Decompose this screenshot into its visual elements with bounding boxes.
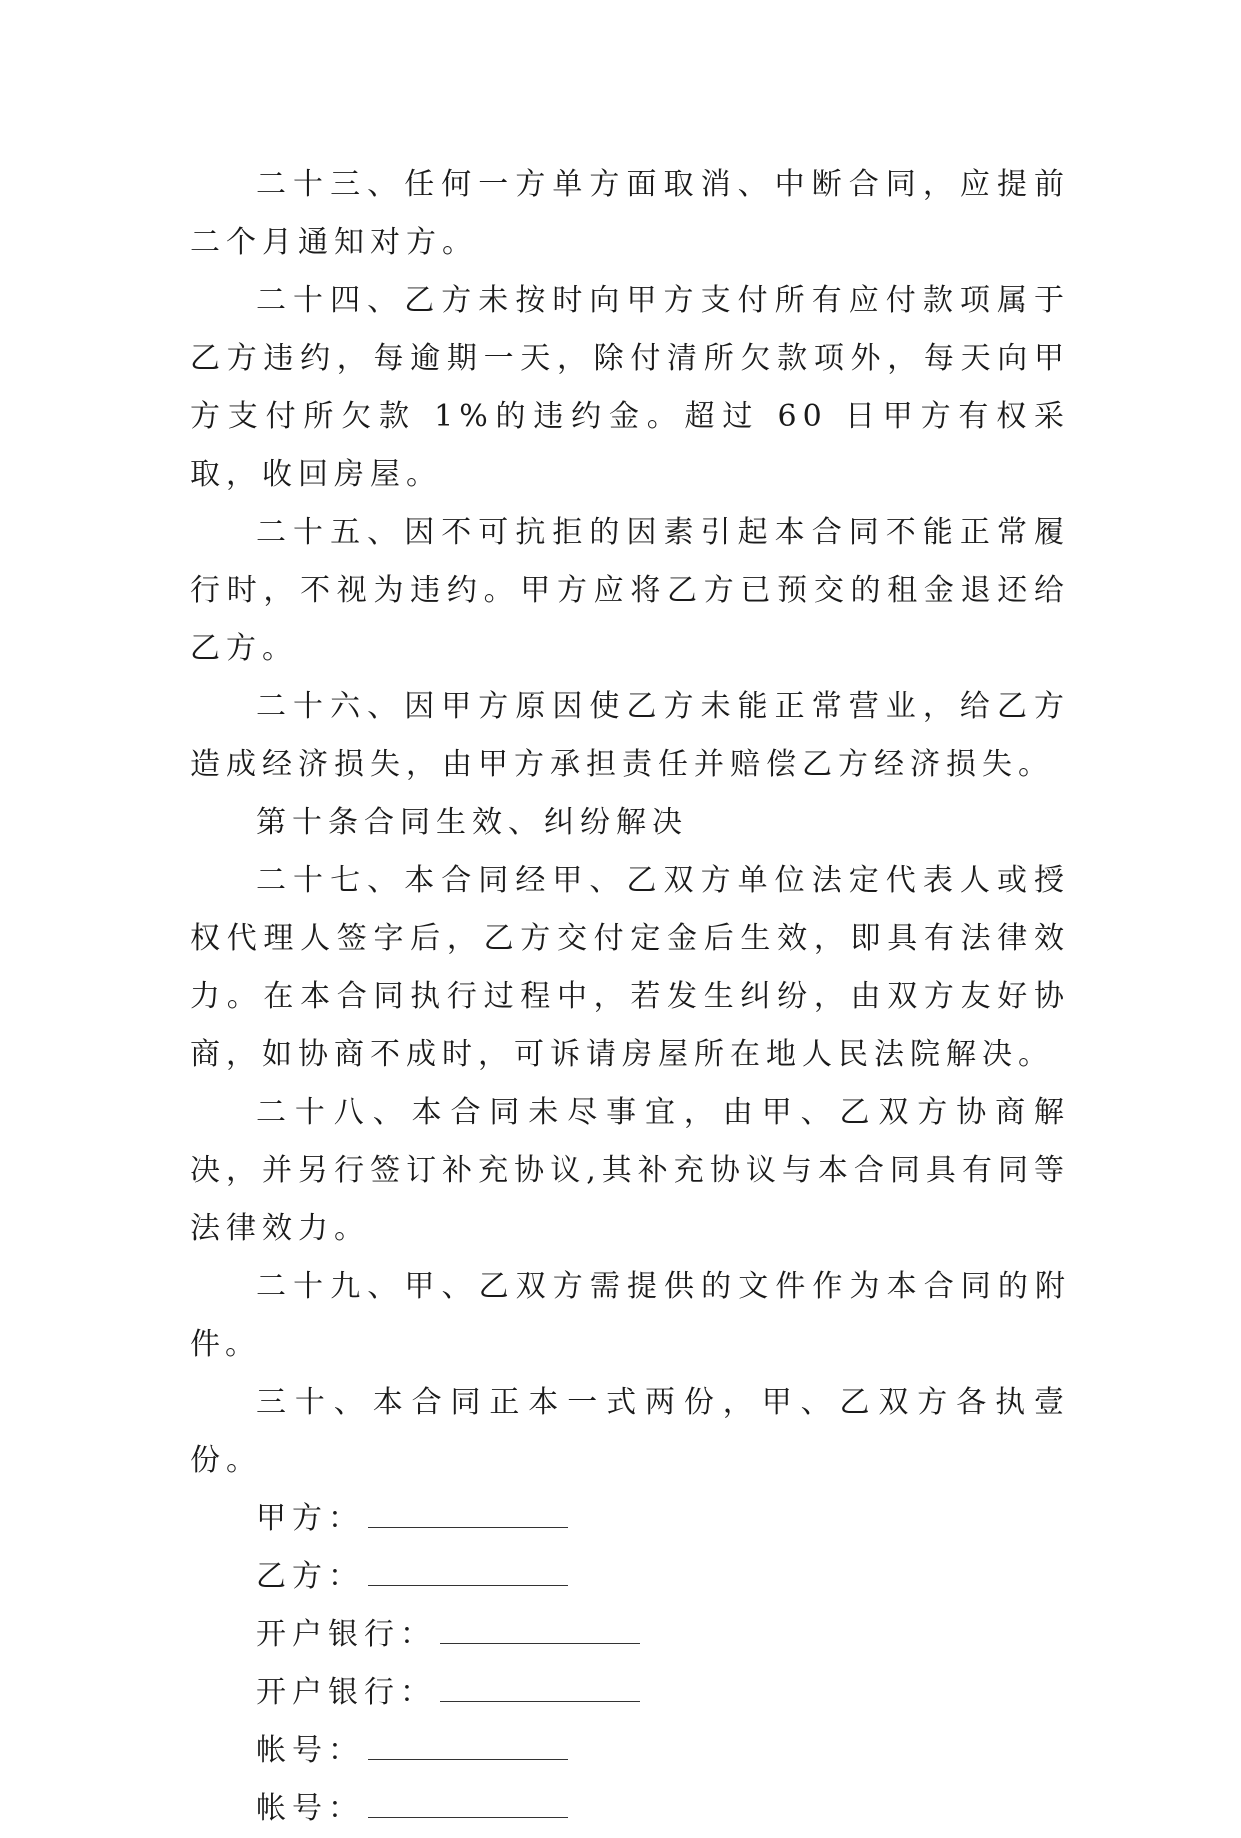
signature-bank-a bbox=[190, 1606, 1070, 1664]
signature-party-b bbox=[190, 1548, 1070, 1606]
clause-26: 二十六、因甲方原因使乙方未能正常营业，给乙方造成经济损失，由甲方承担责任并赔偿乙方经济损失。 bbox=[190, 689, 1070, 782]
section-heading: 第十条合同生效、纠纷解决 bbox=[256, 805, 688, 840]
signature-blank-line bbox=[368, 1737, 568, 1760]
clause-27: 二十七、本合同经甲、乙双方单位法定代表人或授权代理人签字后，乙方交付定金后生效，即具有法律效力。在本合同执行过程中，若发生纠纷，由双方友好协商，如协商不成时，可诉请房屋所在地人民法院解决。 bbox=[190, 863, 1070, 1072]
signature-label: 甲方： bbox=[256, 1501, 364, 1536]
clause-24: 二十四、乙方未按时向甲方支付所有应付款项属于乙方违约，每逾期一天，除付清所欠款项外，每天向甲方支付所欠款 1%的违约金。超过 60 日甲方有权采取，收回房屋。 bbox=[190, 283, 1070, 492]
signature-blank-line bbox=[368, 1563, 568, 1586]
signature-label: 乙方： bbox=[256, 1559, 364, 1594]
signature-label: 帐号： bbox=[256, 1733, 364, 1768]
signature-account-b bbox=[190, 1780, 1070, 1838]
signature-bank-b bbox=[190, 1664, 1070, 1722]
signature-blank-line bbox=[440, 1621, 640, 1644]
signature-account-a bbox=[190, 1722, 1070, 1780]
clause-25: 二十五、因不可抗拒的因素引起本合同不能正常履行时，不视为违约。甲方应将乙方已预交的租金退还给乙方。 bbox=[190, 515, 1070, 666]
signature-blank-line bbox=[440, 1679, 640, 1702]
clause-29: 二十九、甲、乙双方需提供的文件作为本合同的附件。 bbox=[190, 1269, 1070, 1362]
document-body bbox=[190, 156, 1070, 1838]
signature-blank-line bbox=[368, 1795, 568, 1818]
clause-23: 二十三、任何一方单方面取消、中断合同，应提前二个月通知对方。 bbox=[190, 167, 1070, 260]
clause-30: 三十、本合同正本一式两份，甲、乙双方各执壹份。 bbox=[190, 1385, 1070, 1478]
clause-28: 二十八、本合同未尽事宜，由甲、乙双方协商解决，并另行签订补充协议,其补充协议与本合同具有同等法律效力。 bbox=[190, 1095, 1070, 1246]
signature-label: 开户银行： bbox=[256, 1617, 436, 1652]
signature-label: 帐号： bbox=[256, 1791, 364, 1826]
signature-blank-line bbox=[368, 1505, 568, 1528]
signature-party-a bbox=[190, 1490, 1070, 1548]
signature-label: 开户银行： bbox=[256, 1675, 436, 1710]
